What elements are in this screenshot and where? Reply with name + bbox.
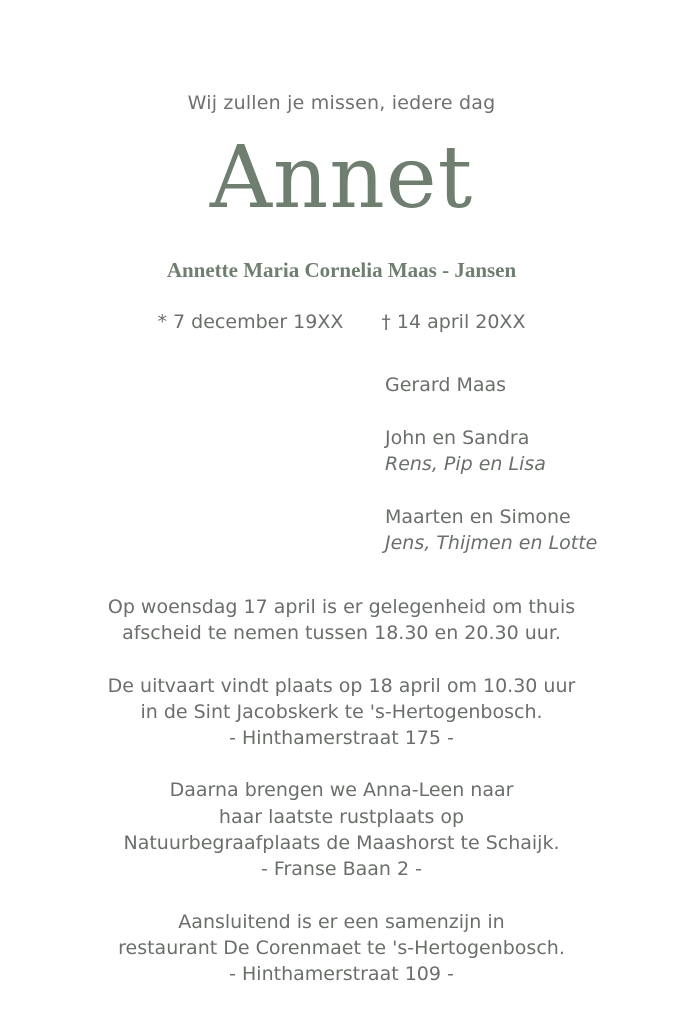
info-line: - Hinthamerstraat 175 - <box>229 727 454 750</box>
ceremony-info <box>0 594 683 988</box>
info-line: afscheid te nemen tussen 18.30 en 20.30 uur. <box>122 622 561 645</box>
info-line: Natuurbegraafplaats de Maashorst te Schaijk. <box>123 832 560 855</box>
birth-date: * 7 december 19XX <box>157 311 344 333</box>
family-group <box>385 504 597 556</box>
info-paragraph-gathering <box>0 909 683 988</box>
family-names: Maarten en Simone <box>385 506 571 528</box>
info-line: De uitvaart vindt plaats op 18 april om 10.30 uur <box>107 674 576 697</box>
family-kids: Jens, Thijmen en Lotte <box>385 532 598 554</box>
family-names: Gerard Maas <box>385 374 507 396</box>
info-line: restaurant De Corenmaet te 's-Hertogenbosch. <box>118 936 565 959</box>
info-line: haar laatste rustplaats op <box>218 805 465 828</box>
info-line: Daarna brengen we Anna-Leen naar <box>169 779 514 802</box>
info-line: Aansluitend is er een samenzijn in <box>178 910 505 933</box>
full-name: Annette Maria Cornelia Maas - Jansen <box>166 258 517 282</box>
info-line: in de Sint Jacobskerk te 's-Hertogenbosch. <box>140 700 543 723</box>
family-group <box>385 372 597 398</box>
info-line: - Franse Baan 2 - <box>261 858 422 881</box>
family-kids: Rens, Pip en Lisa <box>385 453 546 475</box>
info-line: - Hinthamerstraat 109 - <box>229 963 454 986</box>
info-paragraph-funeral <box>0 673 683 752</box>
family-group <box>385 425 597 477</box>
info-paragraph-farewell <box>0 594 683 647</box>
tagline: Wij zullen je missen, iedere dag <box>187 92 496 114</box>
death-date: † 14 april 20XX <box>381 311 526 333</box>
first-name: Annet <box>209 128 474 228</box>
info-line: Op woensdag 17 april is er gelegenheid om thuis <box>107 596 576 618</box>
life-dates <box>0 311 683 333</box>
info-paragraph-burial <box>0 777 683 882</box>
family-list <box>385 372 597 556</box>
family-names: John en Sandra <box>385 427 530 449</box>
